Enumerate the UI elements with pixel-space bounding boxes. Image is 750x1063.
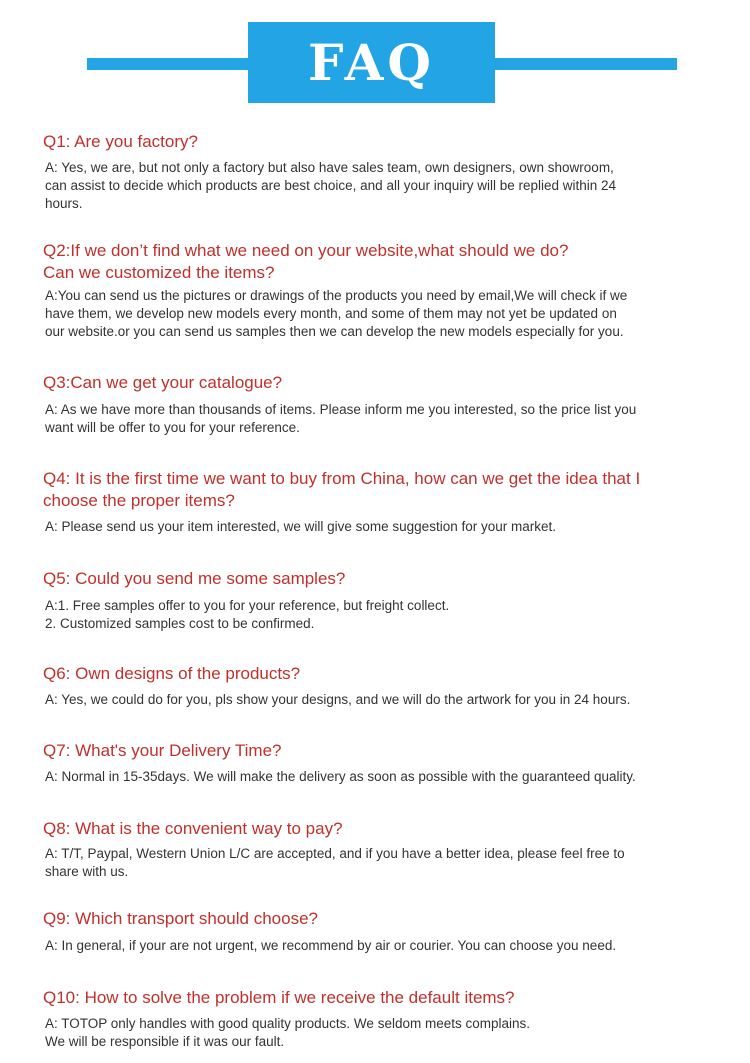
- faq-question-7: Q7: What's your Delivery Time?: [43, 741, 282, 760]
- faq-question-5: Q5: Could you send me some samples?: [43, 569, 346, 588]
- faq-answer-9: A: In general, if your are not urgent, we recommend by air or courier. You can choose you need.: [45, 938, 617, 953]
- faq-answer-1: A: Yes, we are, but not only a factory but also have sales team, own designers, own showroom, can assist to decide which products are best choice, and all your inquiry will be replied within 24 hours.: [45, 160, 617, 211]
- faq-question-8: Q8: What is the convenient way to pay?: [43, 819, 343, 838]
- header-title-box: [248, 22, 495, 103]
- faq-question-2: Q2:If we don’t find what we need on your website,what should we do? Can we customized the items?: [43, 241, 569, 282]
- faq-answer-5: A:1. Free samples offer to you for your reference, but freight collect. 2. Customized samples cost to be confirmed.: [45, 598, 450, 631]
- faq-question-10: Q10: How to solve the problem if we receive the default items?: [43, 988, 515, 1007]
- header-line-right: [494, 58, 677, 70]
- faq-question-6: Q6: Own designs of the products?: [43, 664, 301, 683]
- faq-answer-6: A: Yes, we could do for you, pls show your designs, and we will do the artwork for you in 24 hours.: [45, 692, 631, 707]
- faq-header: [0, 0, 750, 110]
- faq-question-4: Q4: It is the first time we want to buy from China, how can we get the idea that I choose the proper items?: [43, 469, 641, 510]
- header-line-left: [87, 58, 249, 70]
- faq-answer-2: A:You can send us the pictures or drawings of the products you need by email,We will check if we have them, we develop new models every month, and some of them may not yet be updated on our website.or you can send us samples then we can develop the new models especially for you.: [45, 288, 628, 339]
- faq-answer-4: A: Please send us your item interested, we will give some suggestion for your market.: [45, 519, 556, 534]
- faq-question-9: Q9: Which transport should choose?: [43, 909, 318, 928]
- faq-answer-3: A: As we have more than thousands of items. Please inform me you interested, so the price list you want will be offer to you for your reference.: [45, 402, 637, 435]
- faq-answer-10: A: TOTOP only handles with good quality products. We seldom meets complains. We will be responsible if it was our fault.: [45, 1016, 530, 1049]
- faq-question-3: Q3:Can we get your catalogue?: [43, 373, 283, 392]
- faq-answer-8: A: T/T, Paypal, Western Union L/C are accepted, and if you have a better idea, please feel free to share with us.: [45, 846, 625, 879]
- faq-question-1: Q1: Are you factory?: [43, 132, 198, 151]
- faq-answer-7: A: Normal in 15-35days. We will make the delivery as soon as possible with the guaranteed quality.: [45, 769, 636, 784]
- page-title: FAQ: [308, 33, 435, 92]
